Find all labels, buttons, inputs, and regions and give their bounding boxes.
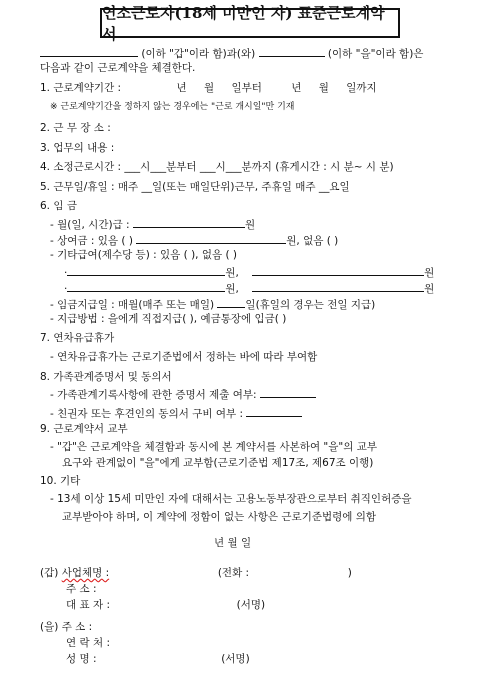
employee-address-label: 주 소 : — [61, 621, 93, 633]
employee-blank[interactable] — [259, 45, 325, 57]
payment-method-line: - 지급방법 : 을에게 직접지급( ), 예금통장에 입금( ) — [50, 313, 287, 325]
other-pay-row-1: · 원, 원 — [64, 264, 434, 280]
family-cert-blank[interactable] — [260, 386, 316, 398]
section-9-line-1: - "갑"은 근로계약을 체결함과 동시에 본 계약서를 사본하여 "을"의 교부 — [50, 441, 378, 453]
payday-line — [50, 296, 375, 312]
section-10-line-2: 교부받아야 하며, 이 계약에 정함이 없는 사항은 근로기준법령에 의함 — [62, 511, 377, 523]
bonus-blank[interactable] — [136, 232, 286, 244]
bonus-label: - 상여금 : 있음 ( ) — [50, 235, 133, 247]
payday-tail: 일(휴일의 경우는 전일 지급) — [245, 299, 376, 311]
other-pay-won-2: 원 — [424, 267, 435, 279]
employer-name-label: 사업체명 : — [61, 567, 110, 579]
day-1: 일부터 — [231, 82, 262, 94]
section-8-item-1 — [50, 386, 316, 402]
section-10-line-1: - 13세 이상 15세 미만인 자에 대해서는 고용노동부장관으로부터 취직인허증을 — [50, 493, 412, 505]
section-9-line-2: 요구와 관계없이 "을"에게 교부함(근로기준법 제17조, 제67조 이행) — [62, 457, 374, 469]
employer-blank[interactable] — [40, 45, 138, 57]
employer-signature: (서명) — [236, 599, 266, 611]
employee-signature: (서명) — [221, 653, 250, 665]
section-1-note: ※ 근로계약기간을 정하지 않는 경우에는 "근로 개시일"만 기재 — [50, 102, 295, 112]
section-7-label: 7. 연차유급휴가 — [40, 332, 115, 344]
family-cert-label: - 가족관계기록사항에 관한 증명서 제출 여부: — [50, 389, 257, 401]
wage-blank[interactable] — [133, 216, 245, 228]
wage-won: 원 — [244, 219, 256, 231]
other-pay-won-4: 원 — [424, 283, 435, 295]
employer-address-label: 주 소 : — [66, 583, 97, 595]
section-10-label: 10. 기타 — [40, 475, 81, 487]
year-2: 년 — [291, 82, 302, 94]
employer-tag: (갑) — [40, 567, 59, 579]
intro-line-1 — [40, 45, 423, 61]
other-pay-blank-1[interactable] — [67, 264, 225, 276]
section-2-workplace: 2. 근 무 장 소 : — [40, 122, 111, 134]
month-2: 월 — [318, 82, 329, 94]
section-1-label: 1. 근로계약기간 : — [40, 82, 122, 94]
document-title: 연소근로자(18세 미만인 자) 표준근로계약서 — [100, 8, 400, 38]
other-pay-blank-4[interactable] — [252, 280, 424, 292]
section-9-label: 9. 근로계약서 교부 — [40, 423, 128, 435]
wage-line — [50, 216, 255, 232]
employee-address-line — [40, 620, 92, 634]
consent-label: - 친권자 또는 후견인의 동의서 구비 여부 : — [50, 408, 243, 420]
day-2: 일까지 — [346, 82, 377, 94]
employer-rep-label: 대 표 자 : — [66, 599, 110, 611]
payday-blank[interactable] — [217, 296, 245, 308]
contract-date: 년 월 일 — [214, 537, 252, 549]
other-pay-won-1: 원, — [225, 267, 239, 279]
intro-line-2: 다음과 같이 근로계약을 체결한다. — [40, 62, 196, 74]
other-pay-line: - 기타급여(제수당 등) : 있음 ( ), 없음 ( ) — [50, 249, 237, 261]
other-pay-row-2: · 원, 원 — [64, 280, 434, 296]
section-7-item: - 연차유급휴가는 근로기준법에서 정하는 바에 따라 부여함 — [50, 351, 318, 363]
employee-tag: (을) — [40, 621, 59, 633]
section-8-label: 8. 가족관계증명서 및 동의서 — [40, 371, 172, 383]
consent-blank[interactable] — [246, 405, 302, 417]
intro-employer-text: (이하 "갑"이라 함)과(와) — [141, 48, 256, 60]
employer-phone-close: ) — [347, 567, 352, 579]
section-4-hours: 4. 소정근로시간 : ___시___분부터 ___시___분까지 (휴게시간 : 시 분~ 시 분) — [40, 161, 394, 173]
other-pay-blank-2[interactable] — [252, 264, 424, 276]
employer-name-line — [40, 566, 352, 580]
bonus-line — [50, 232, 338, 248]
month-1: 월 — [203, 82, 215, 94]
employee-name-label: 성 명 : — [66, 653, 97, 665]
employee-contact-label: 연 락 처 : — [66, 637, 110, 649]
section-6-label: 6. 임 금 — [40, 200, 77, 212]
intro-employee-text: (이하 "을"이라 함)은 — [327, 48, 424, 60]
wage-label: - 월(일, 시간)급 : — [50, 219, 130, 231]
other-pay-won-3: 원, — [225, 283, 239, 295]
employer-rep-line — [66, 598, 265, 612]
year-1: 년 — [176, 82, 187, 94]
section-1-period — [40, 81, 377, 95]
section-3-job: 3. 업무의 내용 : — [40, 142, 115, 154]
bonus-tail: 원, 없음 ( ) — [286, 235, 339, 247]
section-8-item-2 — [50, 405, 302, 421]
employee-name-line — [66, 652, 250, 666]
payday-label: - 임금지급일 : 매월(매주 또는 매일) — [50, 299, 215, 311]
other-pay-blank-3[interactable] — [67, 280, 225, 292]
employer-phone-label: (전화 : — [217, 567, 250, 579]
section-5-workdays: 5. 근무일/휴일 : 매주 __일(또는 매일단위)근무, 주휴일 매주 __요일 — [40, 181, 350, 193]
